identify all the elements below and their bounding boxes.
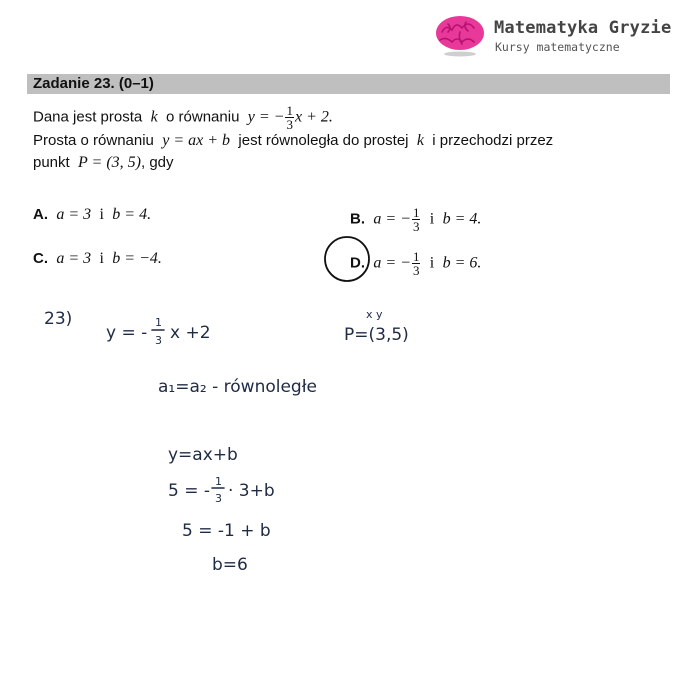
task-title: Zadanie 23. (0–1) (33, 75, 154, 92)
hw-eq1-num: 1 (155, 316, 162, 329)
hw-step-2-num: 1 (215, 475, 222, 488)
brand-title: Matematyka Gryzie (494, 18, 672, 38)
math-var-k: k (416, 132, 424, 149)
math-eq: x + 2. (294, 108, 333, 126)
task-text: punkt (33, 154, 70, 171)
task-line-1 (33, 104, 333, 131)
option-b-value: b = 6. (442, 254, 482, 272)
hw-step-2-b: · 3+b (228, 481, 275, 501)
option-letter: B. (350, 210, 365, 228)
hw-eq1-den: 3 (155, 334, 162, 347)
option-b[interactable] (350, 206, 481, 233)
hw-step-4: b=6 (212, 555, 248, 575)
math-var-k: k (150, 108, 158, 126)
option-c[interactable] (33, 250, 162, 268)
hw-point-vars: x y (366, 308, 383, 321)
option-b-value: b = −4. (112, 250, 162, 267)
fraction: $\frac{1}{3}$ (412, 205, 420, 234)
option-a-value: a = 3 (56, 250, 92, 267)
option-b-value: b = 4. (112, 206, 152, 223)
task-header-bar (27, 74, 670, 94)
option-a-value: a = − (373, 254, 411, 272)
task-line-3 (33, 154, 174, 172)
hw-eq1-a: y = - (106, 323, 148, 343)
hw-eq1-b: x +2 (170, 323, 211, 343)
option-conj: i (99, 250, 104, 267)
brain-logo-icon (432, 12, 488, 58)
option-b-value: b = 4. (442, 210, 482, 228)
option-letter: C. (33, 250, 48, 267)
task-text: , gdy (140, 154, 174, 171)
option-a-value: a = 3 (56, 206, 92, 223)
option-letter: D. (350, 254, 365, 272)
option-conj: i (429, 254, 435, 272)
task-text: jest równoległa do prostej (238, 132, 409, 149)
option-a[interactable] (33, 206, 151, 224)
math-eq: y = − (247, 108, 285, 126)
hw-step-3: 5 = -1 + b (182, 521, 271, 541)
option-conj: i (429, 210, 435, 228)
hw-step-2-a: 5 = - (168, 481, 211, 501)
task-text: Dana jest prosta (33, 108, 143, 126)
hw-parallel: a₁=a₂ - równoległe (158, 377, 318, 397)
task-text: o równaniu (166, 108, 240, 126)
brand-subtitle: Kursy matematyczne (495, 40, 620, 54)
option-letter: A. (33, 206, 48, 223)
task-line-2 (33, 132, 553, 150)
task-text: i przechodzi przez (432, 132, 554, 149)
hw-task-number: 23) (44, 309, 73, 329)
option-conj: i (99, 206, 104, 223)
option-a-value: a = − (373, 210, 411, 228)
hw-step-1: y=ax+b (168, 445, 238, 465)
fraction: $\frac{1}{3}$ (286, 103, 293, 132)
selected-answer-circle (322, 234, 374, 286)
task-text: Prosta o równaniu (33, 132, 154, 149)
math-eq: y = ax + b (162, 132, 231, 149)
hw-step-2-den: 3 (215, 492, 222, 505)
handwritten-solution (0, 290, 700, 590)
hw-point: P=(3,5) (344, 325, 409, 345)
math-eq: P = (3, 5) (78, 154, 141, 171)
fraction: $\frac{1}{3}$ (412, 249, 420, 278)
